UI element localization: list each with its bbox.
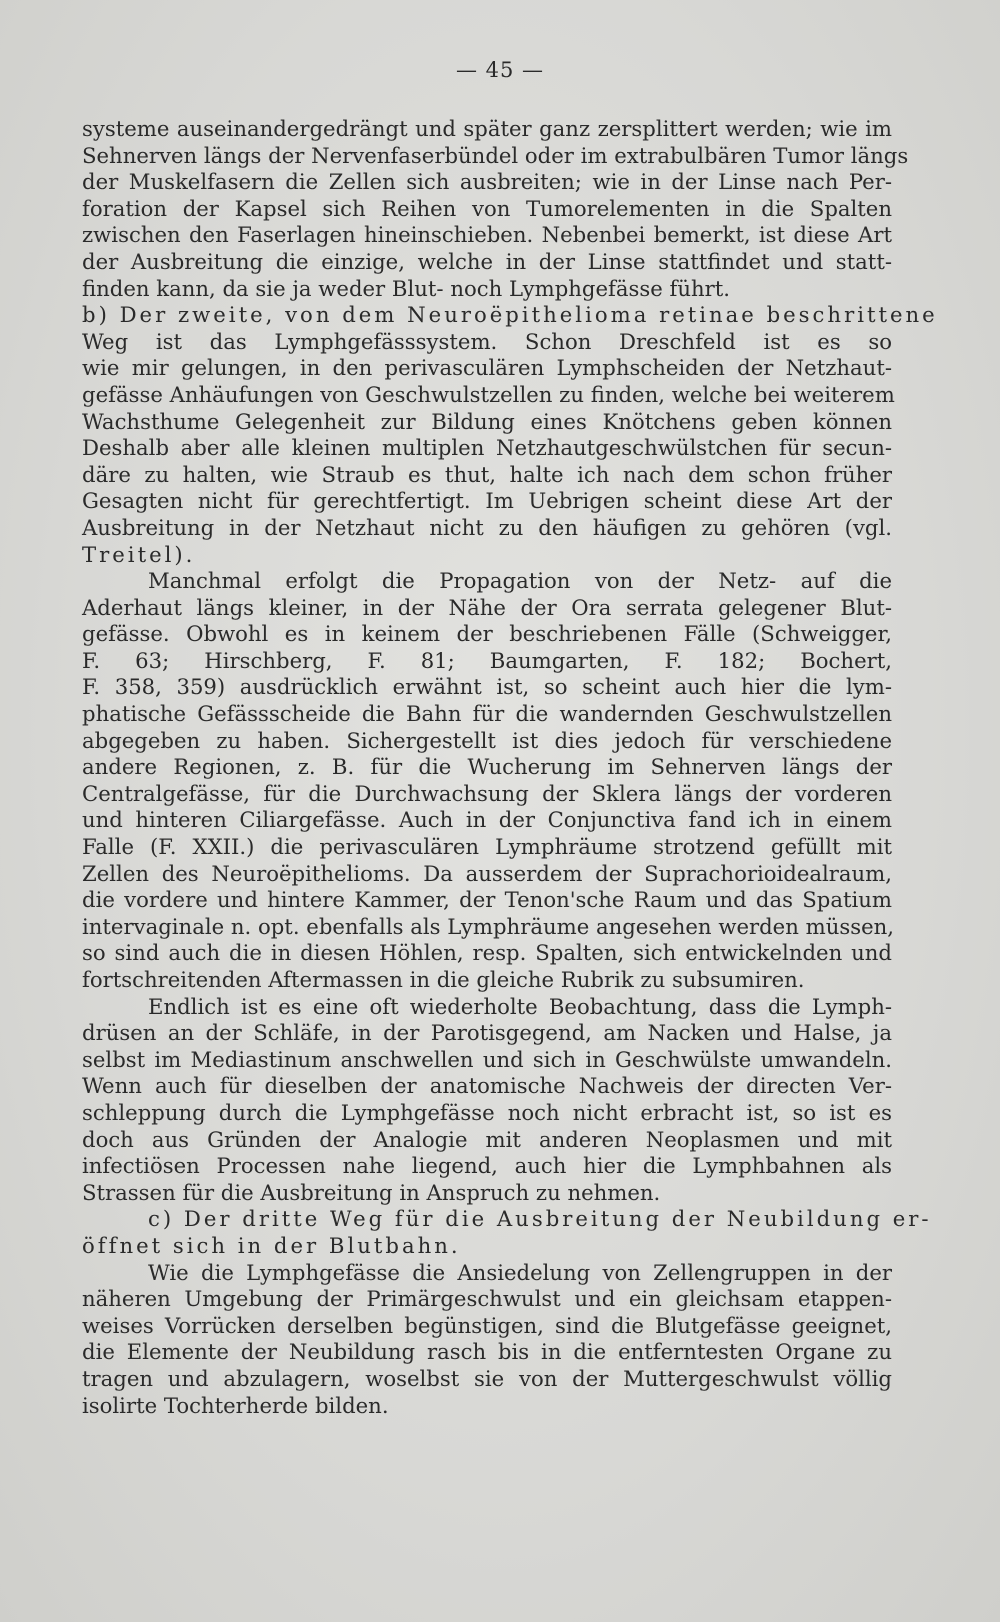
text-line: Sehnerven längs der Nervenfaserbündel oder im extrabulbären Tumor längs	[82, 142, 909, 168]
text-line: intervaginale n. opt. ebenfalls als Lymphräume angesehen werden müssen,	[82, 913, 895, 939]
text-line: Endlich ist es eine oft wiederholte Beobachtung, dass die Lymph-	[148, 993, 892, 1019]
text-line: systeme auseinandergedrängt und später ganz zersplittert werden; wie im	[82, 116, 892, 141]
text-line: selbst im Mediastinum anschwellen und sich in Geschwülste umwandeln.	[82, 1046, 892, 1072]
text-line: und hinteren Ciliargefässe. Auch in der Conjunctiva fand ich in einem	[82, 807, 892, 833]
page-number: — 45 —	[455, 58, 545, 82]
text-line: die Elemente der Neubildung rasch bis in die entferntesten Organe zu	[82, 1339, 892, 1365]
text-line: Aderhaut längs kleiner, in der Nähe der Ora serrata gelegener Blut-	[82, 594, 892, 620]
text-line: doch aus Gründen der Analogie mit anderen Neoplasmen und mit	[82, 1126, 892, 1152]
text-line: die vordere und hintere Kammer, der Tenon'sche Raum und das Spatium	[82, 887, 892, 913]
text-line: der Ausbreitung die einzige, welche in der Linse stattfindet und statt-	[82, 248, 892, 274]
text-line: Manchmal erfolgt die Propagation von der Netz- auf die	[148, 568, 892, 594]
text-line: andere Regionen, z. B. für die Wucherung im Sehnerven längs der	[82, 754, 892, 780]
text-line: b) Der zweite, von dem Neuroëpithelioma retinae beschrittene	[82, 302, 938, 328]
text-line: weises Vorrücken derselben begünstigen, sind die Blutgefässe geeignet,	[82, 1312, 892, 1338]
text-line: drüsen an der Schläfe, in der Parotisgegend, am Nacken und Halse, ja	[82, 1020, 892, 1046]
text-line: der Muskelfasern die Zellen sich ausbreiten; wie in der Linse nach Per-	[82, 169, 892, 195]
text-line: Wachsthume Gelegenheit zur Bildung eines Knötchens geben können	[82, 408, 892, 434]
text-line: Zellen des Neuroëpithelioms. Da ausserdem der Suprachorioidealraum,	[82, 860, 892, 886]
text-line: isolirte Tochterherde bilden.	[82, 1392, 389, 1418]
text-line: Wenn auch für dieselben der anatomische Nachweis der directen Ver-	[82, 1073, 892, 1099]
text-line: schleppung durch die Lymphgefässe noch nicht erbracht ist, so ist es	[82, 1099, 892, 1125]
text-line: däre zu halten, wie Straub es thut, halte ich nach dem schon früher	[82, 461, 892, 487]
body-text	[82, 116, 938, 1419]
text-line: foration der Kapsel sich Reihen von Tumorelementen in die Spalten	[82, 195, 892, 221]
text-line: c) Der dritte Weg für die Ausbreitung der Neubildung er-	[148, 1206, 932, 1232]
text-line: gefässe. Obwohl es in keinem der beschriebenen Fälle (Schweigger,	[82, 621, 892, 647]
text-line: so sind auch die in diesen Höhlen, resp. Spalten, sich entwickelnden und	[82, 940, 892, 966]
text-line: Centralgefässe, für die Durchwachsung der Sklera längs der vorderen	[82, 780, 892, 806]
text-line: tragen und abzulagern, woselbst sie von der Muttergeschwulst völlig	[82, 1365, 892, 1391]
text-line: F. 358, 359) ausdrücklich erwähnt ist, so scheint auch hier die lym-	[82, 674, 892, 700]
text-line: fortschreitenden Aftermassen in die gleiche Rubrik zu subsumiren.	[82, 967, 805, 992]
text-line: Treitel).	[82, 541, 196, 567]
text-line: phatische Gefässscheide die Bahn für die wandernden Geschwulstzellen	[82, 701, 892, 727]
text-line: abgegeben zu haben. Sichergestellt ist dies jedoch für verschiedene	[82, 727, 892, 753]
text-line: finden kann, da sie ja weder Blut- noch Lymphgefässe führt.	[82, 275, 731, 301]
text-line: F. 63; Hirschberg, F. 81; Baumgarten, F. 182; Bochert,	[82, 647, 892, 673]
text-line: Wie die Lymphgefässe die Ansiedelung von Zellengruppen in der	[148, 1259, 892, 1285]
text-line: gefässe Anhäufungen von Geschwulstzellen zu finden, welche bei weiterem	[82, 381, 895, 407]
text-line: Strassen für die Ausbreitung in Anspruch zu nehmen.	[82, 1179, 661, 1205]
text-line: Deshalb aber alle kleinen multiplen Netzhautgeschwülstchen für secun-	[82, 435, 892, 461]
text-line: wie mir gelungen, in den perivasculären Lymphscheiden der Netzhaut-	[82, 355, 892, 381]
text-line: Falle (F. XXII.) die perivasculären Lymphräume strotzend gefüllt mit	[82, 834, 892, 860]
text-line: Weg ist das Lymphgefässsystem. Schon Dreschfeld ist es so	[82, 328, 892, 354]
text-line: Ausbreitung in der Netzhaut nicht zu den häufigen zu gehören (vgl.	[82, 514, 892, 540]
text-line: infectiösen Processen nahe liegend, auch hier die Lymphbahnen als	[82, 1153, 892, 1179]
text-line: zwischen den Faserlagen hineinschieben. Nebenbei bemerkt, ist diese Art	[82, 222, 892, 248]
text-line: öffnet sich in der Blutbahn.	[82, 1232, 461, 1258]
text-line: näheren Umgebung der Primärgeschwulst und ein gleichsam etappen-	[82, 1286, 892, 1312]
text-line: Gesagten nicht für gerechtfertigt. Im Uebrigen scheint diese Art der	[82, 488, 892, 514]
